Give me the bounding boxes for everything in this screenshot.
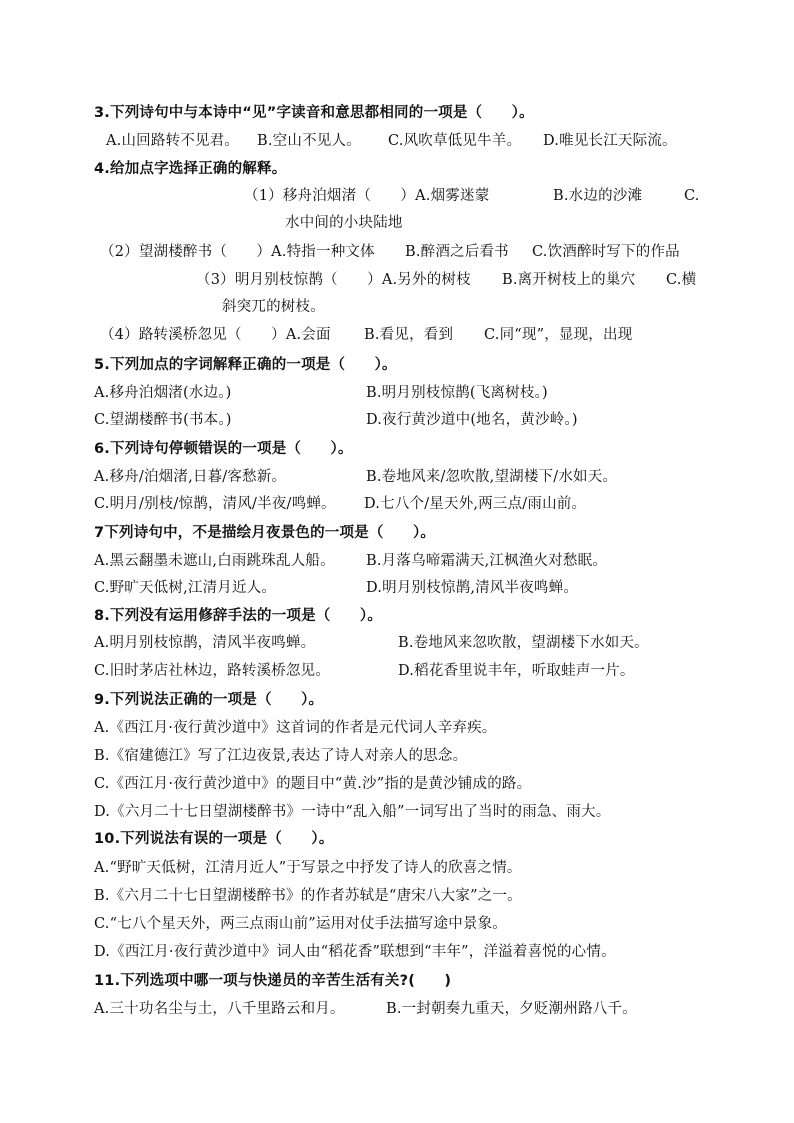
question-3-option-d: D.唯见长江天际流。 xyxy=(543,133,677,149)
question-4-item-2-option-b: B.醉酒之后看书 xyxy=(405,244,509,260)
question-9-option-c: C.《西江月·夜行黄沙道中》的题目中“黄.沙”指的是黄沙铺成的路。 xyxy=(94,776,532,792)
question-7-option-a: A.黑云翻墨未遮山,白雨跳珠乱人船。 xyxy=(94,553,335,569)
question-6-option-c: C.明月/别枝/惊鹊，清风/半夜/鸣蝉。 xyxy=(94,496,336,512)
question-4-item-3-option-c: C.横 xyxy=(666,272,697,288)
question-4-stem: 4.给加点字选择正确的解释。 xyxy=(94,161,287,177)
question-9-option-b: B.《宿建德江》写了江边夜景,表达了诗人对亲人的思念。 xyxy=(94,748,468,764)
question-10-stem: 10.下列说法有误的一项是（ ）。 xyxy=(94,831,334,847)
question-10-option-b: B.《六月二十七日望湖楼醉书》的作者苏轼是“唐宋八大家”之一。 xyxy=(94,888,522,904)
question-4-item-1-option-c: C. xyxy=(684,188,700,204)
question-5-option-a: A.移舟泊烟渚(水边。) xyxy=(94,385,232,401)
question-8-option-b: B.卷地风来忽吹散，望湖楼下水如天。 xyxy=(398,635,649,651)
question-4-item-2-lead: （2）望湖楼醉书（ ）A.特指一种文体 xyxy=(100,244,375,260)
question-5-option-d: D.夜行黄沙道中(地名，黄沙岭。) xyxy=(366,412,578,428)
question-4-item-1-option-b: B.水边的沙滩 xyxy=(553,188,643,204)
question-4-item-1-lead: （1）移舟泊烟渚（ ）A.烟雾迷蒙 xyxy=(244,188,490,204)
question-11-option-a: A.三十功名尘与土，八千里路云和月。 xyxy=(94,1001,345,1017)
question-11-option-b: B.一封朝奏九重天，夕贬潮州路八千。 xyxy=(386,1001,637,1017)
question-8-option-a: A.明月别枝惊鹊，清风半夜鸣蝉。 xyxy=(94,635,316,651)
question-10-option-d: D.《西江月·夜行黄沙道中》词人由“稻花香”联想到“丰年”，洋溢着喜悦的心情。 xyxy=(94,944,616,960)
question-10-option-c: C.“七八个星天外，两三点雨山前”运用对仗手法描写途中景象。 xyxy=(94,916,508,932)
question-6-option-a: A.移舟/泊烟渚,日暮/客愁新。 xyxy=(94,469,287,485)
question-7-option-c: C.野旷天低树,江清月近人。 xyxy=(94,580,277,596)
question-4-item-4-option-b: B.看见，看到 xyxy=(364,327,454,343)
question-4-item-4-option-c: C.同“现”，显现，出现 xyxy=(484,327,633,343)
question-4-item-2-option-c: C.饮酒醉时写下的作品 xyxy=(532,244,680,260)
question-6-option-b: B.卷地风来/忽吹散,望湖楼下/水如天。 xyxy=(366,469,618,485)
question-4-item-3-lead: （3）明月别枝惊鹊（ ）A.另外的树枝 xyxy=(196,272,471,288)
question-3-option-b: B.空山不见人。 xyxy=(257,133,361,149)
question-4-item-3-continuation: 斜突兀的树枝。 xyxy=(222,299,325,315)
question-9-option-a: A.《西江月·夜行黄沙道中》这首词的作者是元代词人辛弃疾。 xyxy=(94,720,497,736)
question-3-option-a: A.山回路转不见君。 xyxy=(106,133,240,149)
question-6-option-d: D.七八个/星天外,两三点/雨山前。 xyxy=(364,496,587,512)
question-9-option-d: D.《六月二十七日望湖楼醉书》一诗中“乱入船”一词写出了当时的雨急、雨大。 xyxy=(94,804,611,820)
question-11-stem: 11.下列选项中哪一项与快递员的辛苦生活有关?( ) xyxy=(94,973,452,989)
question-7-option-b: B.月落乌啼霜满天,江枫渔火对愁眠。 xyxy=(366,553,607,569)
question-8-option-c: C.旧时茅店社林边，路转溪桥忽见。 xyxy=(94,663,331,679)
question-3-stem: 3.下列诗句中与本诗中“见”字读音和意思都相同的一项是（ ）。 xyxy=(94,105,534,121)
question-5-option-b: B.明月别枝惊鹊(飞离树枝。) xyxy=(366,385,548,401)
question-5-stem: 5.下列加点的字词解释正确的一项是（ ）。 xyxy=(94,357,397,373)
question-10-option-a: A.“野旷天低树，江清月近人”于写景之中抒发了诗人的欣喜之情。 xyxy=(94,860,522,876)
question-4-item-4-lead: （4）路转溪桥忽见（ ）A.会面 xyxy=(100,327,331,343)
question-7-stem: 7下列诗句中，不是描绘月夜景色的一项是（ ）。 xyxy=(94,525,436,541)
question-8-stem: 8.下列没有运用修辞手法的一项是（ ）。 xyxy=(94,608,383,624)
question-4-item-3-option-b: B.离开树枝上的巢穴 xyxy=(502,272,636,288)
question-9-stem: 9.下列说法正确的一项是（ ）。 xyxy=(94,692,324,708)
question-6-stem: 6.下列诗句停顿错误的一项是（ ）。 xyxy=(94,441,353,457)
question-5-option-c: C.望湖楼醉书(书本。) xyxy=(94,412,232,428)
question-8-option-d: D.稻花香里说丰年，听取蛙声一片。 xyxy=(398,663,635,679)
question-7-option-d: D.明月别枝惊鹊,清风半夜鸣蝉。 xyxy=(366,580,579,596)
question-4-item-1-continuation: 水中间的小块陆地 xyxy=(285,215,403,231)
question-3-option-c: C.风吹草低见牛羊。 xyxy=(388,133,522,149)
